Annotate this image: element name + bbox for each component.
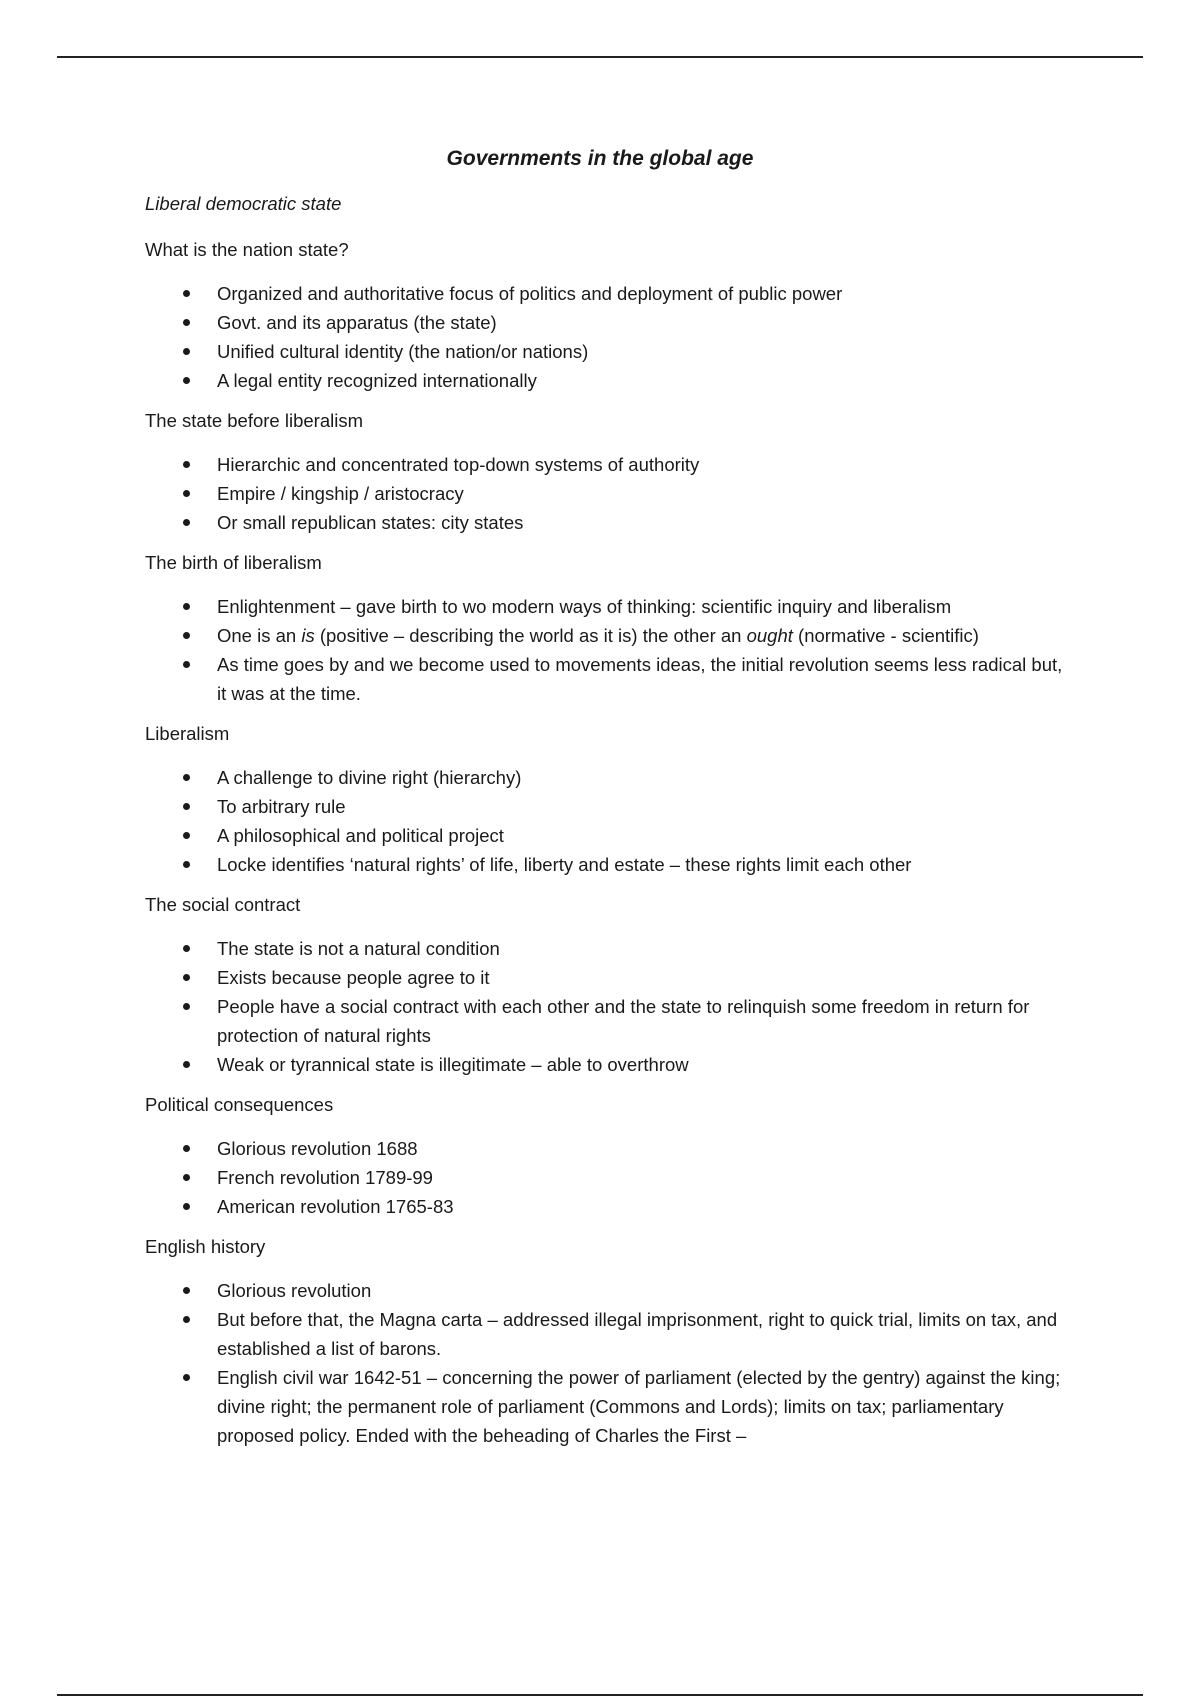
section-heading-liberalism: Liberalism	[145, 723, 230, 744]
list-item-text: Unified cultural identity (the nation/or nations)	[217, 341, 589, 362]
list-item-text: Weak or tyrannical state is illegitimate – able to overthrow	[217, 1054, 689, 1075]
list-item-text: Exists because people agree to it	[217, 967, 490, 988]
list-item-text: To arbitrary rule	[217, 796, 346, 817]
list-item	[145, 1134, 1065, 1163]
bullet-icon	[183, 1316, 190, 1323]
bullet-list-nation-state	[145, 279, 1065, 395]
list-item	[145, 592, 1065, 621]
bullet-icon	[183, 945, 190, 952]
header-rule	[57, 56, 1143, 58]
list-item	[145, 1305, 1065, 1363]
footer-rule	[57, 1694, 1143, 1696]
list-item	[145, 963, 1065, 992]
list-item	[145, 279, 1065, 308]
list-item	[145, 650, 1065, 708]
list-item	[145, 308, 1065, 337]
list-item-text: English civil war 1642-51 – concerning the power of parliament (elected by the gentry) against the king; divine right; the permanent role of parliament (Commons and Lords); limits on tax; parliamentary proposed policy. Ended with the beheading of Charles the First –	[217, 1367, 1061, 1446]
list-item	[145, 934, 1065, 963]
list-item-text: Organized and authoritative focus of politics and deployment of public power	[217, 283, 843, 304]
bullet-icon	[183, 348, 190, 355]
bullet-icon	[183, 1003, 190, 1010]
text-run: (normative - scientific)	[792, 625, 979, 646]
list-item	[145, 508, 1065, 537]
bullet-list-birth-of-liberalism	[145, 592, 1065, 708]
bullet-icon	[183, 861, 190, 868]
document-subtitle: Liberal democratic state	[145, 193, 342, 214]
document-title: Governments in the global age	[446, 147, 754, 170]
bullet-icon	[183, 1203, 190, 1210]
bullet-icon	[183, 661, 190, 668]
list-item-text: Locke identifies ‘natural rights’ of life, liberty and estate – these rights limit each other	[217, 854, 912, 875]
list-item-text: Enlightenment – gave birth to wo modern ways of thinking: scientific inquiry and liberalism	[217, 596, 952, 617]
bullet-icon	[183, 319, 190, 326]
list-item-text: Glorious revolution 1688	[217, 1138, 418, 1159]
list-item	[145, 479, 1065, 508]
list-item-text: A legal entity recognized internationally	[217, 370, 537, 391]
list-item	[145, 1276, 1065, 1305]
section-heading-nation-state: What is the nation state?	[145, 239, 349, 260]
bullet-icon	[183, 603, 190, 610]
list-item-text: People have a social contract with each other and the state to relinquish some freedom in return for protection of natural rights	[217, 996, 1030, 1046]
list-item	[145, 366, 1065, 395]
list-item-text: Glorious revolution	[217, 1280, 372, 1301]
bullet-list-liberalism	[145, 763, 1065, 879]
italic-text-run: is	[301, 625, 315, 646]
list-item-text: Hierarchic and concentrated top-down systems of authority	[217, 454, 700, 475]
bullet-icon	[183, 1145, 190, 1152]
bullet-icon	[183, 377, 190, 384]
list-item-text: The state is not a natural condition	[217, 938, 500, 959]
bullet-icon	[183, 632, 190, 639]
list-item-text: As time goes by and we become used to movements ideas, the initial revolution seems less radical but, it was at the time.	[217, 654, 1063, 704]
bullet-icon	[183, 1061, 190, 1068]
list-item	[145, 450, 1065, 479]
list-item-text: French revolution 1789-99	[217, 1167, 433, 1188]
list-item	[145, 821, 1065, 850]
list-item	[145, 1363, 1065, 1450]
list-item	[145, 337, 1065, 366]
bullet-list-social-contract	[145, 934, 1065, 1079]
list-item	[145, 850, 1065, 879]
section-heading-birth-of-liberalism: The birth of liberalism	[145, 552, 322, 573]
list-item	[145, 763, 1065, 792]
list-item-text: Or small republican states: city states	[217, 512, 524, 533]
section-heading-english-history: English history	[145, 1236, 266, 1257]
bullet-icon	[183, 774, 190, 781]
bullet-icon	[183, 803, 190, 810]
list-item	[145, 1050, 1065, 1079]
list-item-text: Empire / kingship / aristocracy	[217, 483, 464, 504]
bullet-list-english-history	[145, 1276, 1065, 1450]
bullet-list-state-before-liberalism	[145, 450, 1065, 537]
bullet-icon	[183, 974, 190, 981]
bullet-icon	[183, 490, 190, 497]
bullet-icon	[183, 1174, 190, 1181]
list-item-text: Govt. and its apparatus (the state)	[217, 312, 497, 333]
section-heading-state-before-liberalism: The state before liberalism	[145, 410, 363, 431]
bullet-icon	[183, 519, 190, 526]
list-item-text: A philosophical and political project	[217, 825, 504, 846]
list-item-text: But before that, the Magna carta – addressed illegal imprisonment, right to quick trial, limits on tax, and established a list of barons.	[217, 1309, 1058, 1359]
list-item-text: American revolution 1765-83	[217, 1196, 454, 1217]
list-item-text	[217, 625, 979, 646]
list-item	[145, 792, 1065, 821]
list-item	[145, 992, 1065, 1050]
section-heading-social-contract: The social contract	[145, 894, 301, 915]
section-heading-political-consequences: Political consequences	[145, 1094, 334, 1115]
list-item	[145, 621, 1065, 650]
text-run: One is an	[217, 625, 302, 646]
bullet-icon	[183, 832, 190, 839]
bullet-icon	[183, 290, 190, 297]
bullet-icon	[183, 1287, 190, 1294]
bullet-icon	[183, 1374, 190, 1381]
list-item-text: A challenge to divine right (hierarchy)	[217, 767, 522, 788]
bullet-list-political-consequences	[145, 1134, 1065, 1221]
italic-text-run: ought	[746, 625, 793, 646]
list-item	[145, 1192, 1065, 1221]
bullet-icon	[183, 461, 190, 468]
document-body	[145, 146, 1065, 1464]
list-item	[145, 1163, 1065, 1192]
text-run: (positive – describing the world as it is) the other an	[314, 625, 747, 646]
